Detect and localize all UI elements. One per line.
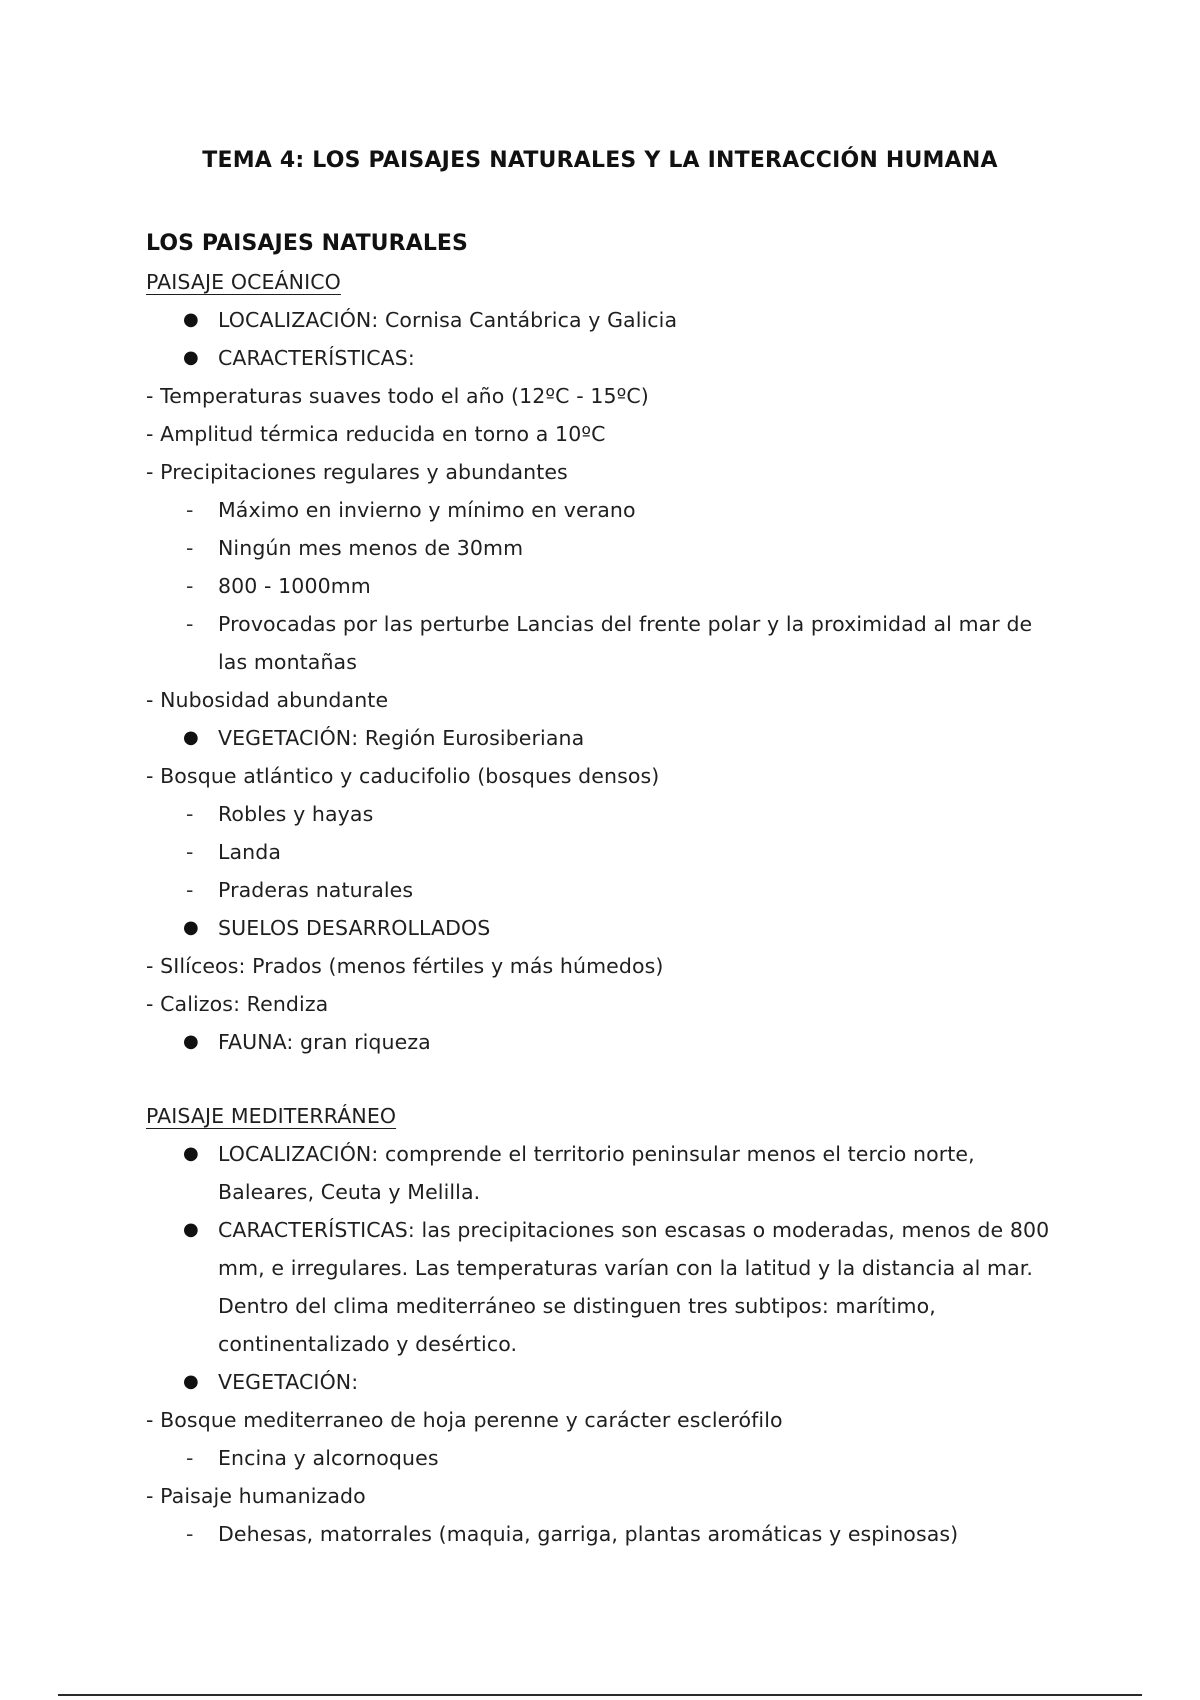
body-line (146, 757, 1066, 795)
list-item-text: Encina y alcornoques (218, 1446, 439, 1470)
list-item-text: Dehesas, matorrales (maquia, garriga, plantas aromáticas y espinosas) (218, 1522, 959, 1546)
dash-item (146, 871, 1066, 909)
section-heading-text: LOS PAISAJES NATURALES (146, 231, 469, 256)
dash-marker: - (186, 1446, 194, 1470)
body-line-text: - SIlíceos: Prados (menos fértiles y más húmedos) (146, 954, 664, 978)
body-line (146, 453, 1066, 491)
bullet-item (146, 719, 1066, 757)
dash-marker: - (186, 574, 194, 598)
dash-marker: - (186, 1522, 194, 1546)
dash-item (146, 795, 1066, 833)
bullet-marker: ● (183, 917, 199, 938)
list-item-text: Landa (218, 840, 282, 864)
list-item-text: SUELOS DESARROLLADOS (218, 916, 491, 940)
body-line (146, 1477, 1066, 1515)
bullet-item (146, 1211, 1066, 1363)
list-item-text: LOCALIZACIÓN: Cornisa Cantábrica y Galicia (218, 308, 678, 332)
list-item-text: Provocadas por las perturbe Lancias del frente polar y la proximidad al mar de las montañas (218, 612, 1033, 674)
bullet-marker: ● (183, 1219, 199, 1240)
bullet-marker: ● (183, 347, 199, 368)
list-item-text: Robles y hayas (218, 802, 374, 826)
body-line (146, 947, 1066, 985)
body-line-text: - Temperaturas suaves todo el año (12ºC - 15ºC) (146, 384, 649, 408)
list-item-text: VEGETACIÓN: (218, 1370, 359, 1394)
dash-marker: - (186, 802, 194, 826)
document-body (146, 225, 1066, 1553)
bullet-marker: ● (183, 1143, 199, 1164)
dash-item (146, 833, 1066, 871)
dash-marker: - (186, 840, 194, 864)
blank-line (146, 1061, 1066, 1097)
section-heading (146, 225, 1066, 263)
list-item-text: Ningún mes menos de 30mm (218, 536, 524, 560)
bullet-marker: ● (183, 1031, 199, 1052)
list-item-text: CARACTERÍSTICAS: (218, 346, 415, 370)
subsection-heading-text: PAISAJE OCEÁNICO (146, 270, 341, 294)
list-item-text: Praderas naturales (218, 878, 414, 902)
bullet-item (146, 301, 1066, 339)
list-item-text: LOCALIZACIÓN: comprende el territorio peninsular menos el tercio norte, Baleares, Ceuta y Melilla. (218, 1142, 975, 1204)
bullet-marker: ● (183, 309, 199, 330)
body-line-text: - Paisaje humanizado (146, 1484, 366, 1508)
body-line-text: - Bosque atlántico y caducifolio (bosques densos) (146, 764, 660, 788)
footer-rule (58, 1694, 1142, 1696)
dash-item (146, 605, 1066, 681)
body-line-text: - Bosque mediterraneo de hoja perenne y carácter esclerófilo (146, 1408, 783, 1432)
bullet-item (146, 909, 1066, 947)
list-item-text: 800 - 1000mm (218, 574, 371, 598)
bullet-marker: ● (183, 1371, 199, 1392)
bullet-item (146, 339, 1066, 377)
document-title: TEMA 4: LOS PAISAJES NATURALES Y LA INTERACCIÓN HUMANA (202, 148, 998, 173)
bullet-item (146, 1135, 1066, 1211)
subsection-heading-text: PAISAJE MEDITERRÁNEO (146, 1104, 397, 1128)
body-line (146, 681, 1066, 719)
dash-marker: - (186, 498, 194, 522)
dash-marker: - (186, 612, 194, 636)
body-line-text: - Precipitaciones regulares y abundantes (146, 460, 568, 484)
bullet-item (146, 1023, 1066, 1061)
list-item-text: VEGETACIÓN: Región Eurosiberiana (218, 726, 585, 750)
dash-item (146, 491, 1066, 529)
body-line (146, 415, 1066, 453)
subsection-heading (146, 1097, 1066, 1135)
body-line-text: - Nubosidad abundante (146, 688, 389, 712)
dash-marker: - (186, 878, 194, 902)
body-line (146, 985, 1066, 1023)
list-item-text: Máximo en invierno y mínimo en verano (218, 498, 636, 522)
dash-marker: - (186, 536, 194, 560)
subsection-heading (146, 263, 1066, 301)
dash-item (146, 529, 1066, 567)
dash-item (146, 1439, 1066, 1477)
body-line-text: - Amplitud térmica reducida en torno a 10ºC (146, 422, 606, 446)
dash-item (146, 1515, 1066, 1553)
dash-item (146, 567, 1066, 605)
body-line (146, 377, 1066, 415)
list-item-text: FAUNA: gran riqueza (218, 1030, 431, 1054)
list-item-text: CARACTERÍSTICAS: las precipitaciones son escasas o moderadas, menos de 800 mm, e irregulares. Las temperaturas varían con la latitud y la distancia al mar. Dentro del clima mediterráneo se distinguen tres subtipos: marítimo, continentalizado y desértico. (218, 1218, 1050, 1356)
body-line-text: - Calizos: Rendiza (146, 992, 329, 1016)
bullet-marker: ● (183, 727, 199, 748)
bullet-item (146, 1363, 1066, 1401)
body-line (146, 1401, 1066, 1439)
